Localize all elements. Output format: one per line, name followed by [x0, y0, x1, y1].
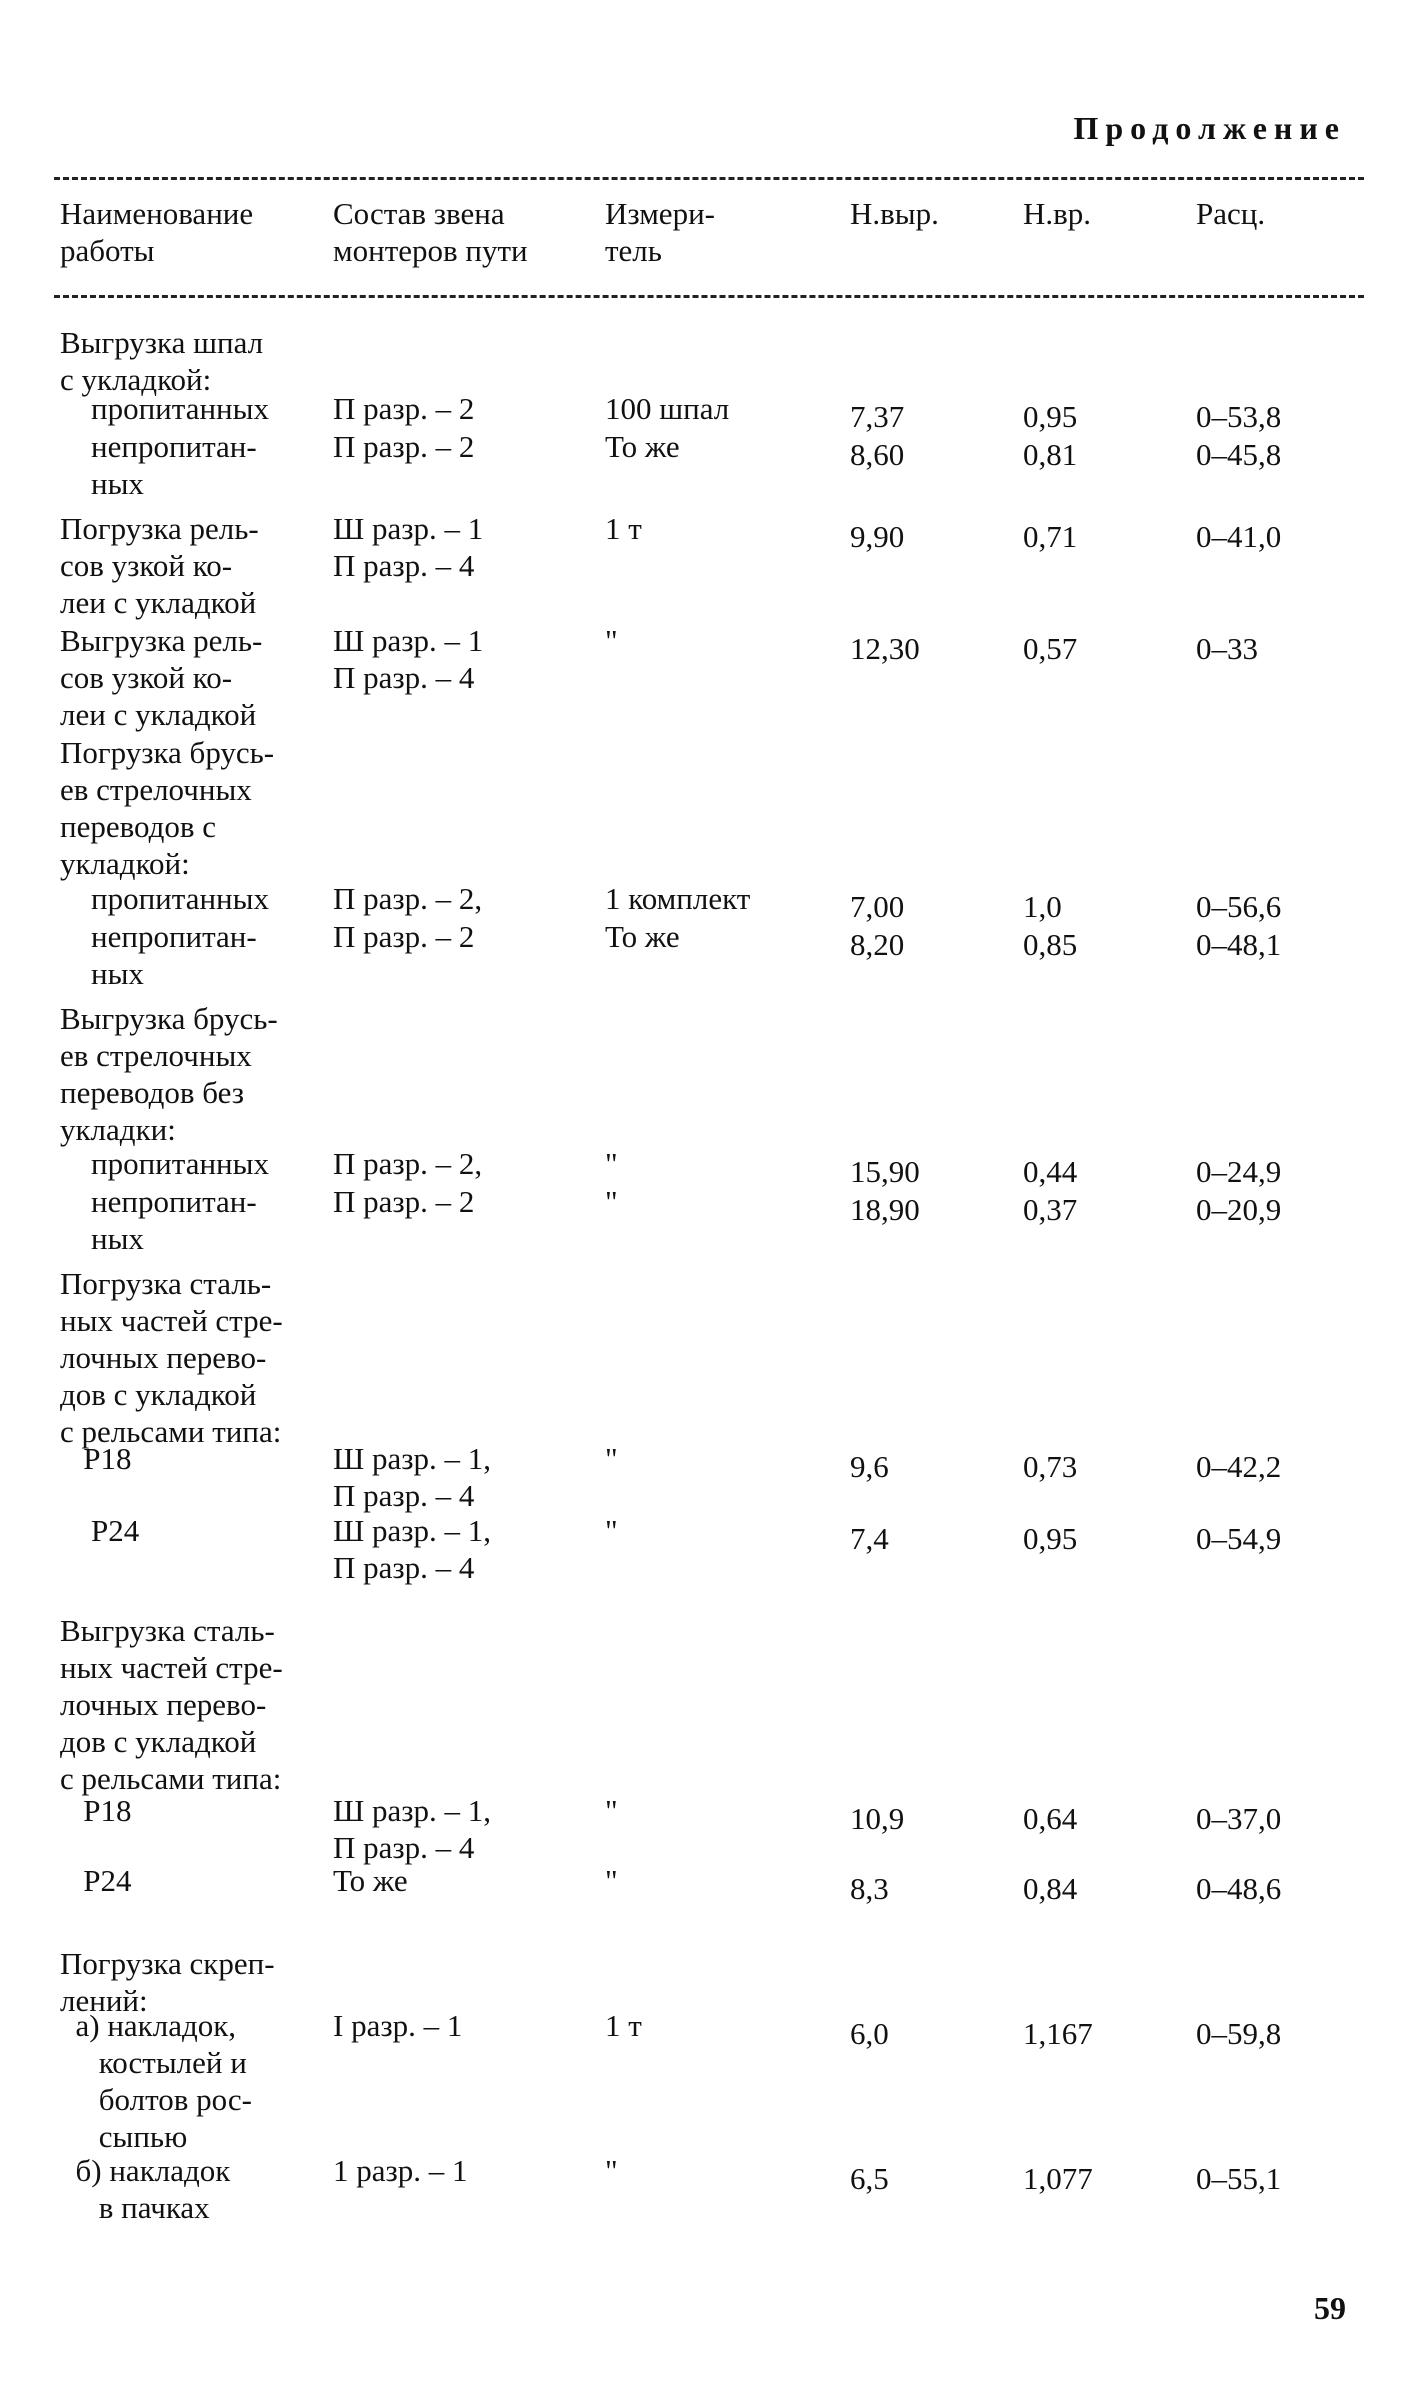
cell-unit: " [605, 1441, 618, 1476]
cell-nvyr: 6,5 [850, 2161, 889, 2196]
cell-nvr: 0,57 [1023, 631, 1078, 666]
cell-rasc: 0–53,8 [1196, 399, 1282, 434]
cell-unit: " [605, 623, 618, 658]
cell-nvyr: 8,20 [850, 927, 905, 962]
cell-name: Погрузка скреп- лений: [60, 1946, 275, 2018]
cell-name: Выгрузка сталь- ных частей стре- лочных перево- дов с укладкой с рельсами типа: [60, 1613, 283, 1796]
cell-rasc: 0–24,9 [1196, 1154, 1282, 1189]
cell-name: Р18 [60, 1441, 132, 1476]
col-header-unit: Измери- тель [605, 196, 715, 268]
col-header-nvr: Н.вр. [1023, 196, 1092, 231]
cell-name: Погрузка рель- сов узкой ко- леи с укладкой [60, 511, 259, 620]
cell-unit: То же [605, 429, 680, 464]
cell-unit: " [605, 1146, 618, 1181]
cell-name: пропитанных [60, 881, 269, 916]
cell-nvr: 0,95 [1023, 399, 1078, 434]
cell-nvyr: 8,60 [850, 437, 905, 472]
cell-nvyr: 7,37 [850, 399, 905, 434]
cell-crew: I разр. – 1 [333, 2008, 463, 2043]
cell-rasc: 0–37,0 [1196, 1801, 1282, 1836]
cell-rasc: 0–59,8 [1196, 2016, 1282, 2051]
cell-crew: П разр. – 2 [333, 429, 475, 464]
cell-unit: " [605, 1513, 618, 1548]
cell-rasc: 0–45,8 [1196, 437, 1282, 472]
cell-crew: П разр. – 2 [333, 1184, 475, 1219]
cell-unit: 1 комплект [605, 881, 751, 916]
cell-name: Выгрузка брусь- ев стрелочных переводов без укладки: [60, 1001, 278, 1147]
cell-nvyr: 7,4 [850, 1521, 889, 1556]
cell-rasc: 0–33 [1196, 631, 1258, 666]
header-top-rule [54, 177, 1364, 180]
cell-crew: П разр. – 2 [333, 391, 475, 426]
cell-nvr: 0,71 [1023, 519, 1078, 554]
cell-nvr: 1,0 [1023, 889, 1062, 924]
cell-rasc: 0–41,0 [1196, 519, 1282, 554]
cell-nvyr: 9,90 [850, 519, 905, 554]
cell-crew: П разр. – 2, [333, 1146, 483, 1181]
cell-nvr: 0,81 [1023, 437, 1078, 472]
page-number: 59 [1314, 2290, 1346, 2326]
col-header-crew: Состав звена монтеров пути [333, 196, 528, 268]
cell-unit: 1 т [605, 511, 642, 546]
cell-rasc: 0–20,9 [1196, 1192, 1282, 1227]
header-bottom-rule [54, 295, 1364, 298]
cell-nvyr: 6,0 [850, 2016, 889, 2051]
col-header-nvyr: Н.выр. [850, 196, 939, 231]
cell-unit: " [605, 1793, 618, 1828]
cell-nvyr: 15,90 [850, 1154, 920, 1189]
cell-nvr: 0,73 [1023, 1449, 1078, 1484]
cell-name: пропитанных [60, 1146, 269, 1181]
cell-crew: П разр. – 2 [333, 919, 475, 954]
cell-name: Р24 [60, 1513, 140, 1548]
cell-crew: Ш разр. – 1, П разр. – 4 [333, 1793, 492, 1865]
cell-crew: Ш разр. – 1 П разр. – 4 [333, 623, 484, 695]
cell-name: непропитан- ных [91, 919, 257, 991]
cell-name: непропитан- ных [91, 1184, 257, 1256]
cell-unit: " [605, 1863, 618, 1898]
cell-crew: Ш разр. – 1, П разр. – 4 [333, 1441, 492, 1513]
cell-crew: 1 разр. – 1 [333, 2153, 468, 2188]
cell-nvyr: 12,30 [850, 631, 920, 666]
cell-nvr: 0,37 [1023, 1192, 1078, 1227]
col-header-rasc: Расц. [1196, 196, 1266, 231]
cell-nvr: 1,167 [1023, 2016, 1093, 2051]
cell-nvr: 0,85 [1023, 927, 1078, 962]
cell-crew: П разр. – 2, [333, 881, 483, 916]
cell-unit: То же [605, 919, 680, 954]
cell-nvr: 0,64 [1023, 1801, 1078, 1836]
cell-name: пропитанных [60, 391, 269, 426]
cell-unit: " [605, 1184, 618, 1219]
cell-name: Погрузка сталь- ных частей стре- лочных перево- дов с укладкой с рельсами типа: [60, 1266, 283, 1449]
cell-name: а) накладок, костылей и болтов рос- сыпью [75, 2008, 252, 2154]
col-header-name: Наименование работы [60, 196, 254, 268]
cell-nvyr: 7,00 [850, 889, 905, 924]
cell-nvyr: 10,9 [850, 1801, 905, 1836]
cell-rasc: 0–48,6 [1196, 1871, 1282, 1906]
cell-name: непропитан- ных [91, 429, 257, 501]
continuation-label: Продолжение [1073, 110, 1346, 146]
cell-name: б) накладок в пачках [75, 2153, 231, 2225]
cell-unit: 1 т [605, 2008, 642, 2043]
cell-rasc: 0–54,9 [1196, 1521, 1282, 1556]
cell-rasc: 0–56,6 [1196, 889, 1282, 924]
cell-nvyr: 8,3 [850, 1871, 889, 1906]
cell-nvyr: 18,90 [850, 1192, 920, 1227]
cell-name: Р24 [60, 1863, 132, 1898]
cell-unit: 100 шпал [605, 391, 730, 426]
cell-nvr: 0,44 [1023, 1154, 1078, 1189]
cell-rasc: 0–55,1 [1196, 2161, 1282, 2196]
cell-nvr: 0,95 [1023, 1521, 1078, 1556]
cell-rasc: 0–42,2 [1196, 1449, 1282, 1484]
cell-crew: Ш разр. – 1 П разр. – 4 [333, 511, 484, 583]
cell-name: Р18 [60, 1793, 132, 1828]
cell-nvr: 1,077 [1023, 2161, 1093, 2196]
cell-nvyr: 9,6 [850, 1449, 889, 1484]
cell-unit: " [605, 2153, 618, 2188]
cell-crew: То же [333, 1863, 408, 1898]
cell-nvr: 0,84 [1023, 1871, 1078, 1906]
cell-name: Выгрузка шпал с укладкой: [60, 325, 264, 397]
cell-name: Выгрузка рель- сов узкой ко- леи с укладкой [60, 623, 263, 732]
cell-rasc: 0–48,1 [1196, 927, 1282, 962]
cell-name: Погрузка брусь- ев стрелочных переводов с укладкой: [60, 735, 275, 881]
cell-crew: Ш разр. – 1, П разр. – 4 [333, 1513, 492, 1585]
